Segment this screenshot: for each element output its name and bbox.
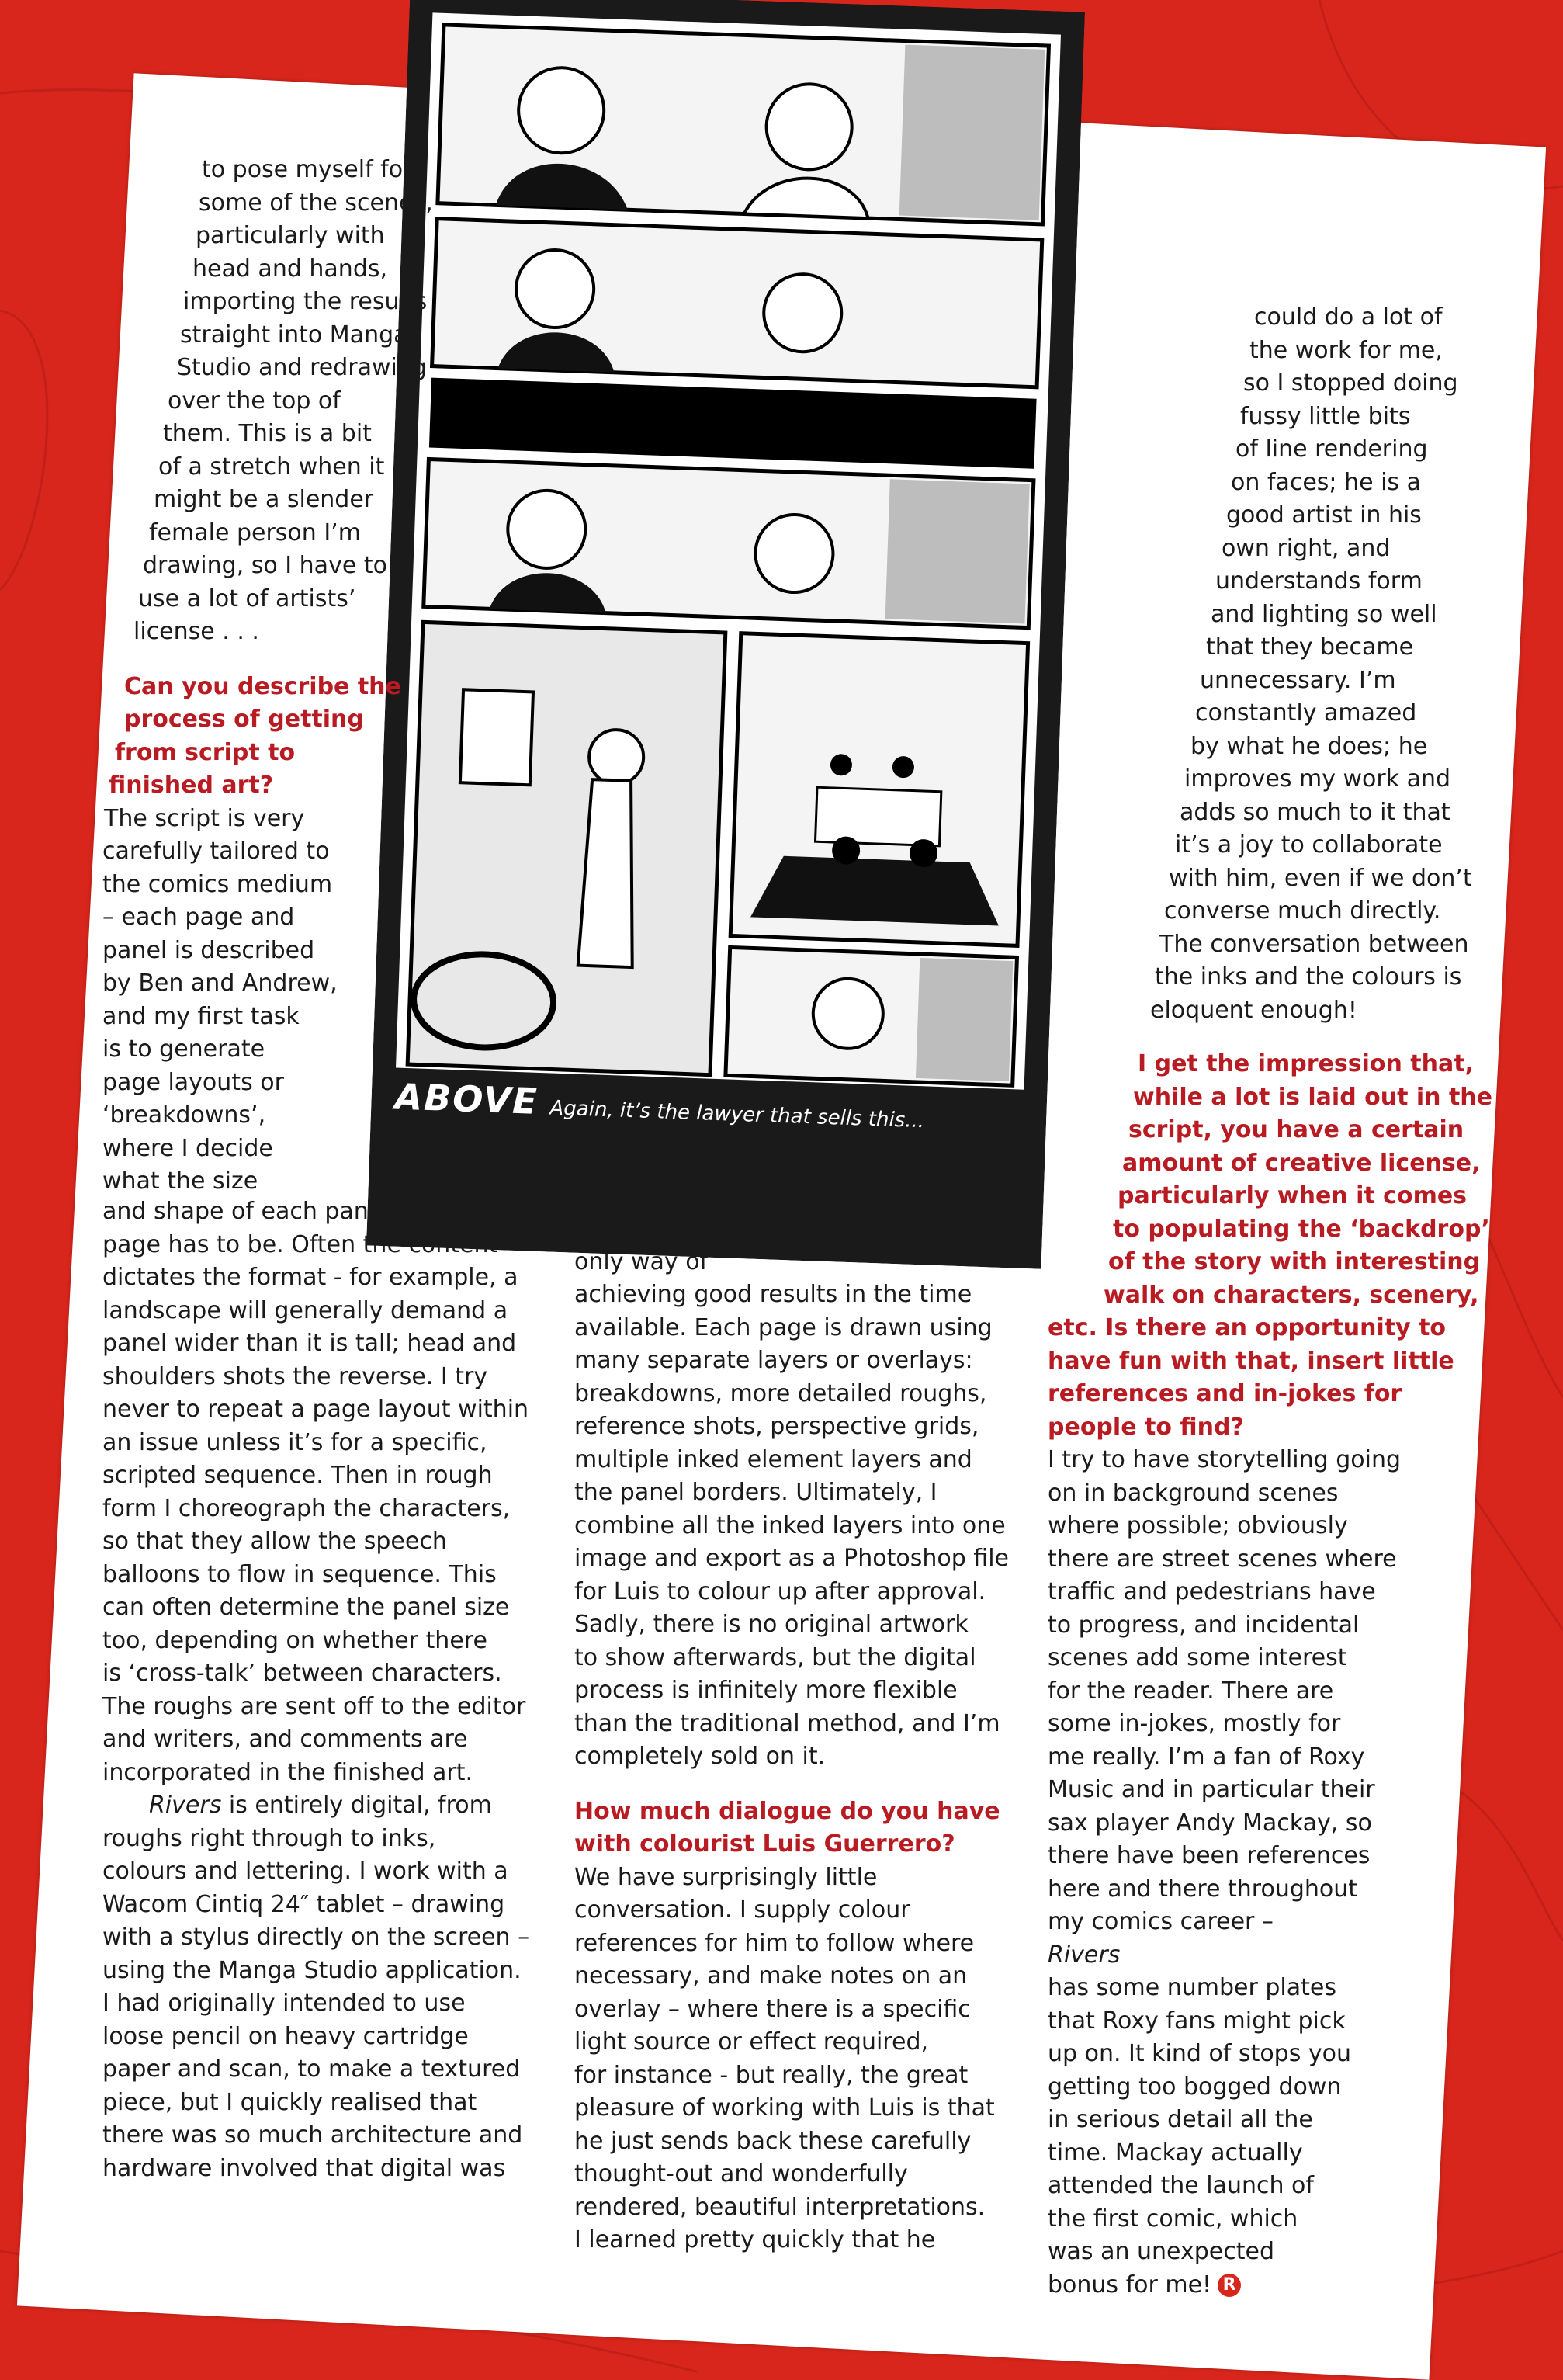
intro-paragraph bbox=[124, 154, 590, 649]
text-line: pleasure of working with Luis is that bbox=[574, 2094, 995, 2122]
text-line: them. This is a bit bbox=[163, 420, 372, 447]
text-line: achieving good results in the time bbox=[574, 1281, 972, 1308]
question-line: have fun with that, insert little bbox=[1048, 1347, 1454, 1375]
text-line: multiple inked element layers and bbox=[574, 1445, 972, 1473]
text-line: balloons to flow in sequence. This bbox=[102, 1560, 497, 1588]
text-line: The roughs are sent off to the editor bbox=[102, 1692, 526, 1720]
text-line: Music and in particular their bbox=[1048, 1776, 1375, 1803]
text-line: page layouts or bbox=[102, 1068, 284, 1096]
text-line: only way of bbox=[574, 1247, 709, 1275]
text-line: improves my work and bbox=[1184, 765, 1451, 793]
text-line: conversation. I supply colour bbox=[574, 1896, 910, 1924]
text-line: it’s a joy to collaborate bbox=[1175, 831, 1443, 859]
question-line: with colourist Luis Guerrero? bbox=[574, 1830, 955, 1858]
text-line: that they became bbox=[1206, 633, 1414, 661]
answer-3 bbox=[1048, 1444, 1401, 2302]
text-line: roughs right through to inks, bbox=[102, 1824, 436, 1852]
text-line: light source or effect required, bbox=[574, 2028, 929, 2056]
question-line: etc. Is there an opportunity to bbox=[1048, 1314, 1447, 1341]
text-line: with a stylus directly on the screen – bbox=[102, 1924, 530, 1951]
text-line: own right, and bbox=[1222, 534, 1391, 562]
text-line: is to generate bbox=[102, 1036, 265, 1063]
question-line: people to find? bbox=[1048, 1413, 1244, 1441]
text-line: good artist in his bbox=[1226, 501, 1422, 529]
question-line: while a lot is laid out in the bbox=[1133, 1083, 1492, 1111]
answer-1 bbox=[102, 803, 590, 1199]
text-line: many separate layers or overlays: bbox=[574, 1347, 973, 1374]
text-line: too, depending on whether there bbox=[102, 1626, 487, 1654]
text-line: particularly with bbox=[196, 222, 385, 249]
question-line: walk on characters, scenery, bbox=[1104, 1281, 1479, 1309]
text-line: converse much directly. bbox=[1164, 897, 1441, 925]
text-line: the inks and the colours is bbox=[1155, 963, 1462, 991]
text-line: I had originally intended to use bbox=[102, 1990, 466, 2017]
text-line: that Roxy fans might pick bbox=[1048, 2007, 1346, 2035]
text-line: female person I’m bbox=[149, 519, 361, 546]
text-line: the comics medium bbox=[102, 870, 333, 898]
text-line bbox=[1048, 1939, 1401, 1972]
question-line: finished art? bbox=[109, 772, 274, 799]
text-line: reference shots, perspective grids, bbox=[574, 1413, 979, 1440]
end-mark-icon: R bbox=[1218, 2274, 1241, 2297]
text-line: available. Each page is drawn using bbox=[574, 1313, 993, 1341]
text-line: where I decide bbox=[102, 1134, 273, 1162]
text-line: for Luis to colour up after approval. bbox=[574, 1577, 986, 1605]
question-1 bbox=[109, 671, 590, 803]
text-line: straight into Manga bbox=[180, 321, 408, 349]
question-line: amount of creative license, bbox=[1122, 1149, 1481, 1177]
text-line: there are street scenes where bbox=[1048, 1545, 1397, 1573]
italic-title: Rivers bbox=[149, 1792, 222, 1819]
column-2 bbox=[574, 1213, 1009, 2257]
text-line: page has to be. Often the content bbox=[102, 1230, 498, 1258]
text-line: combine all the inked layers into one bbox=[574, 1511, 1006, 1539]
text-line: panel wider than it is tall; head and bbox=[102, 1330, 517, 1357]
text-line: could do a lot of bbox=[1254, 304, 1443, 331]
text-line: head and hands, bbox=[192, 255, 388, 283]
text-line: breakdowns, more detailed roughs, bbox=[574, 1379, 987, 1407]
text-line: by Ben and Andrew, bbox=[102, 970, 338, 997]
text-line: overlay – where there is a specific bbox=[574, 1995, 971, 2023]
text-line: scenes add some interest bbox=[1048, 1644, 1347, 1671]
text-line: on faces; he is a bbox=[1231, 468, 1421, 496]
column-1-lower bbox=[102, 1195, 529, 2185]
text-line: completely sold on it. bbox=[574, 1743, 826, 1770]
text-line: unnecessary. I’m bbox=[1200, 666, 1396, 694]
text-line: my comics career – bbox=[1048, 1908, 1274, 1935]
text-line: fussy little bits bbox=[1240, 402, 1411, 430]
text-line: in serious detail all the bbox=[1048, 2106, 1313, 2133]
text-line: and lighting so well bbox=[1211, 600, 1437, 628]
text-line: shoulders shots the reverse. I try bbox=[102, 1362, 488, 1390]
question-line: How much dialogue do you have bbox=[574, 1797, 1000, 1825]
text-line: getting too bogged down bbox=[1048, 2073, 1342, 2101]
text-line: to pose myself for bbox=[202, 156, 413, 183]
text-line: importing the results bbox=[183, 288, 428, 315]
column-1-upper bbox=[102, 154, 590, 1199]
text-line: the panel borders. Ultimately, I bbox=[574, 1479, 937, 1506]
text-line: piece, but I quickly realised that bbox=[102, 2088, 477, 2116]
text-line: process is infinitely more flexible bbox=[574, 1677, 958, 1704]
text-fragment: is entirely digital, from bbox=[221, 1792, 492, 1819]
text-line: up on. It kind of stops you bbox=[1048, 2040, 1352, 2067]
question-line: I get the impression that, bbox=[1138, 1050, 1474, 1077]
text-line: what the size bbox=[102, 1167, 258, 1195]
text-line: references for him to follow where bbox=[574, 1929, 975, 1957]
text-line: of a stretch when it bbox=[158, 453, 385, 481]
text-line: there have been references bbox=[1048, 1842, 1371, 1869]
question-2 bbox=[574, 1795, 1009, 1861]
text-line: incorporated in the finished art. bbox=[102, 1758, 473, 1786]
text-line: traffic and pedestrians have bbox=[1048, 1578, 1376, 1605]
text-line: sax player Andy Mackay, so bbox=[1048, 1809, 1372, 1837]
text-line: and my first task bbox=[102, 1002, 300, 1030]
text-line: understands form bbox=[1215, 567, 1423, 595]
text-line: of line rendering bbox=[1235, 435, 1428, 463]
text-line: with him, even if we don’t bbox=[1169, 864, 1472, 892]
text-line: by what he does; he bbox=[1190, 732, 1428, 760]
question-line: script, you have a certain bbox=[1128, 1116, 1464, 1143]
text-line: and shape of each panel and bbox=[102, 1198, 441, 1225]
text-line: attended the launch of bbox=[1048, 2172, 1314, 2199]
italic-title: Rivers bbox=[1048, 1941, 1121, 1969]
text-line: can often determine the panel size bbox=[102, 1594, 510, 1621]
text-line: to progress, and incidental bbox=[1048, 1611, 1360, 1639]
text-line: paper and scan, to make a textured bbox=[102, 2056, 521, 2083]
text-line: scripted sequence. Then in rough bbox=[102, 1462, 493, 1489]
text-line: might be a slender bbox=[154, 486, 374, 513]
text-line: I learned pretty quickly that he bbox=[574, 2226, 936, 2253]
text-line: rendered, beautiful interpretations. bbox=[574, 2193, 986, 2221]
text-line: The script is very bbox=[104, 804, 305, 832]
question-line: of the story with interesting bbox=[1108, 1248, 1481, 1275]
text-line: carefully tailored to bbox=[102, 838, 330, 865]
question-line: process of getting bbox=[124, 706, 364, 733]
text-line: use a lot of artists’ bbox=[138, 585, 356, 612]
text-line: colours and lettering. I work with a bbox=[102, 1858, 508, 1885]
text-line: Wacom Cintiq 24″ tablet – drawing bbox=[102, 1890, 505, 1918]
question-line: Can you describe the bbox=[124, 672, 401, 700]
text-line: necessary, and make notes on an bbox=[574, 1962, 968, 1990]
text-line: there was so much architecture and bbox=[102, 2122, 523, 2149]
text-line: has some number plates bbox=[1048, 1974, 1336, 2001]
question-3 bbox=[1048, 1048, 1492, 1444]
text-fragment: bonus for me! bbox=[1048, 2271, 1212, 2298]
text-line: the work for me, bbox=[1249, 336, 1443, 364]
text-line: he just sends back these carefully bbox=[574, 2127, 972, 2155]
text-line: hardware involved that digital was bbox=[102, 2154, 506, 2182]
text-line: panel is described bbox=[102, 936, 315, 964]
text-line: drawing, so I have to bbox=[143, 552, 387, 579]
text-line: adds so much to it that bbox=[1180, 798, 1450, 826]
text-line: I try to have storytelling going bbox=[1048, 1446, 1402, 1473]
text-line: ‘breakdowns’, bbox=[102, 1102, 266, 1129]
text-line: to show afterwards, but the digital bbox=[574, 1643, 976, 1671]
text-line: – each page and bbox=[102, 904, 295, 931]
text-line: The conversation between bbox=[1159, 930, 1469, 958]
text-line: never to repeat a page layout within bbox=[102, 1396, 529, 1423]
text-line: time. Mackay actually bbox=[1048, 2139, 1303, 2167]
caption-text: Again, it’s the lawyer that sells this... bbox=[549, 1096, 925, 1133]
text-line: was an unexpected bbox=[1048, 2238, 1274, 2265]
text-line: me really. I’m a fan of Roxy bbox=[1048, 1743, 1365, 1771]
text-line: dictates the format - for example, a bbox=[102, 1264, 518, 1291]
question-line: to populating the ‘backdrop’ bbox=[1113, 1215, 1490, 1243]
text-line bbox=[1048, 2269, 1401, 2302]
text-line: loose pencil on heavy cartridge bbox=[102, 2022, 469, 2050]
text-line: and writers, and comments are bbox=[102, 1726, 468, 1753]
text-line: than the traditional method, and I’m bbox=[574, 1709, 1000, 1737]
text-line: for the reader. There are bbox=[1048, 1677, 1334, 1705]
text-line: landscape will generally demand a bbox=[102, 1296, 508, 1324]
text-line: over the top of bbox=[168, 387, 341, 415]
question-line: particularly when it comes bbox=[1118, 1182, 1468, 1209]
text-line: so I stopped doing bbox=[1243, 369, 1458, 397]
text-line: form I choreograph the characters, bbox=[102, 1494, 511, 1522]
text-line: here and there throughout bbox=[1048, 1875, 1358, 1903]
text-line: on in background scenes bbox=[1048, 1479, 1339, 1507]
text-line: is ‘cross-talk’ between characters. bbox=[102, 1660, 502, 1687]
text-line: where possible; obviously bbox=[1048, 1512, 1348, 1539]
text-line: We have surprisingly little bbox=[574, 1863, 878, 1891]
text-line bbox=[102, 1789, 529, 1823]
text-line: so that they allow the speech bbox=[102, 1528, 447, 1555]
text-line: license . . . bbox=[133, 618, 259, 645]
text-line: for instance - but really, the great bbox=[574, 2061, 969, 2089]
text-line: constantly amazed bbox=[1195, 699, 1417, 727]
text-line: thought-out and wonderfully bbox=[574, 2160, 908, 2187]
question-line: references and in-jokes for bbox=[1048, 1380, 1402, 1407]
caption-label: ABOVE bbox=[393, 1075, 539, 1122]
text-line: image and export as a Photoshop file bbox=[574, 1545, 1009, 1572]
text-line: the bbox=[574, 1215, 613, 1242]
text-line: the first comic, which bbox=[1048, 2205, 1298, 2233]
text-line: using the Manga Studio application. bbox=[102, 1956, 522, 1984]
text-line: Studio and redrawing bbox=[177, 354, 427, 381]
question-line: from script to bbox=[115, 738, 296, 766]
text-line: some in-jokes, mostly for bbox=[1048, 1710, 1341, 1737]
column-3-upper bbox=[1149, 301, 1472, 1027]
text-line: an issue unless it’s for a specific, bbox=[102, 1428, 487, 1456]
text-line: eloquent enough! bbox=[1150, 996, 1357, 1024]
text-line: some of the scenes, bbox=[199, 189, 433, 217]
text-line: Sadly, there is no original artwork bbox=[574, 1611, 969, 1638]
